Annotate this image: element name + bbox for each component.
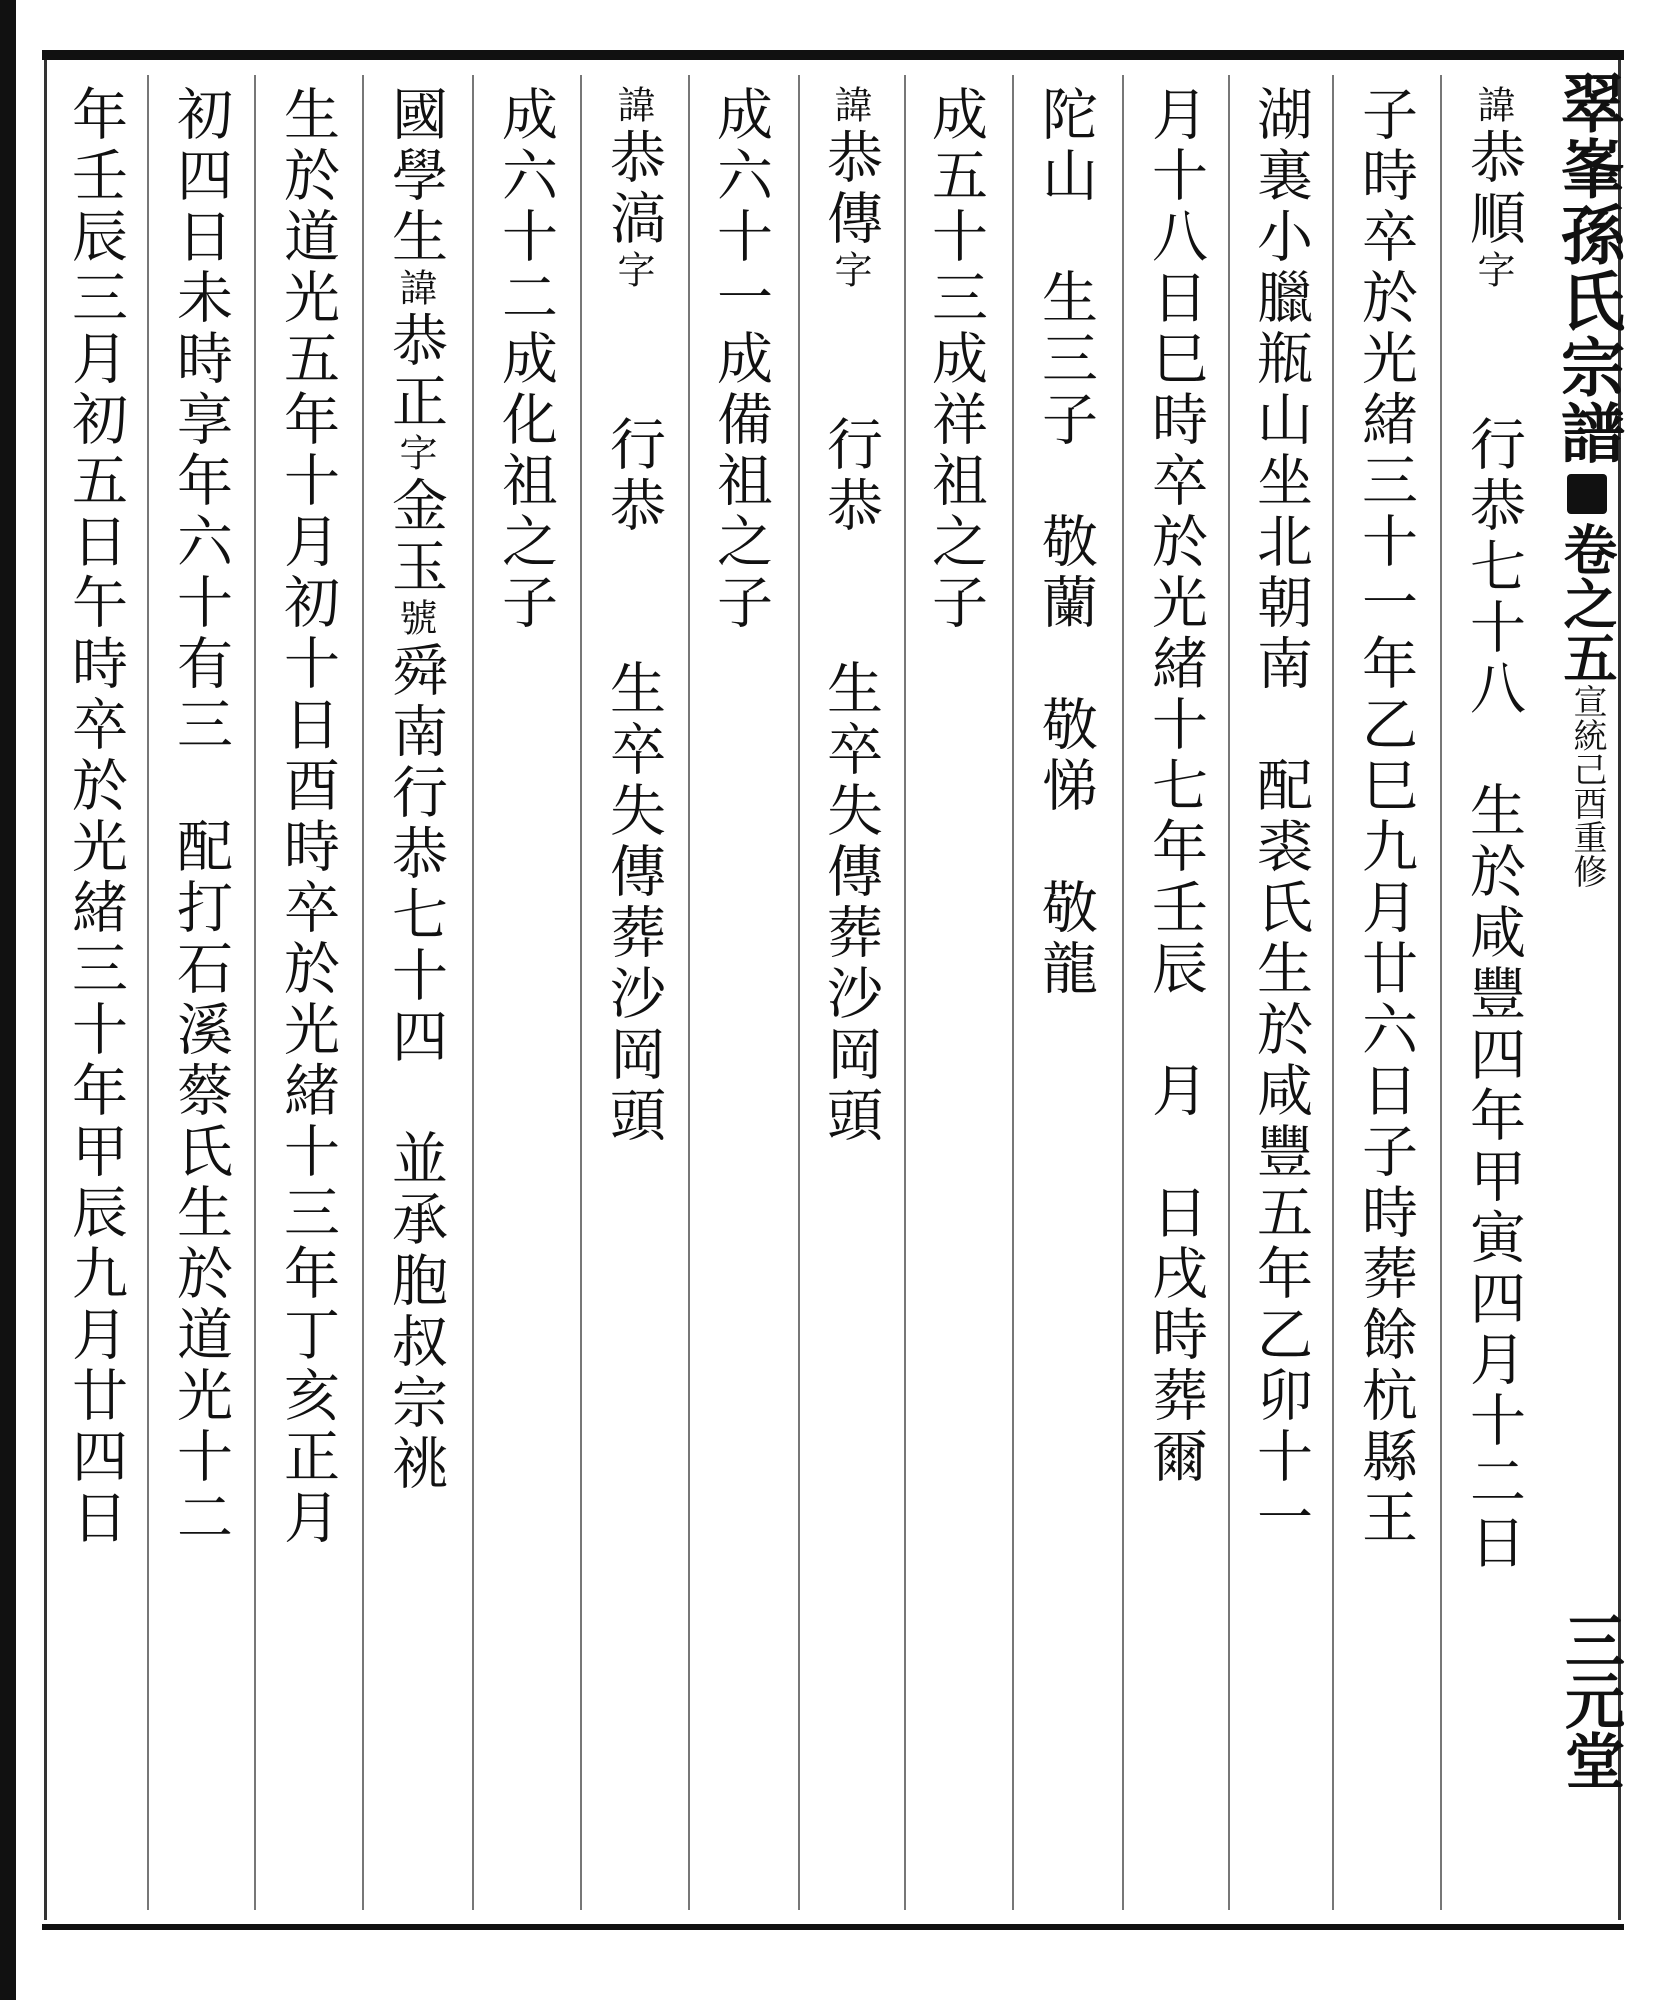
column-text: 恭滈 (601, 128, 666, 250)
column-text: 國學生 (383, 85, 448, 268)
annotation-char: 諱 (828, 85, 872, 128)
annotation-char: 字 (393, 433, 437, 476)
annotation-char: 諱 (1471, 85, 1515, 128)
genealogy-title: 翠峯孫氏宗譜 (1550, 70, 1625, 466)
text-column (1030, 85, 1100, 1910)
column-text: 恭正 (383, 311, 448, 433)
text-column (1140, 85, 1210, 1910)
annotation-char: 諱 (393, 268, 437, 311)
column-divider (254, 75, 256, 1910)
column-text: 成五十三成祥祖之子 (923, 85, 988, 634)
text-column (705, 85, 775, 1910)
column-text: 生於道光五年十月初十日酉時卒於光緒十三年丁亥正月 (275, 85, 340, 1549)
text-column (815, 85, 885, 1910)
column-text: 恭傳 (818, 128, 883, 250)
column-divider (1012, 75, 1014, 1910)
column-divider (147, 75, 149, 1910)
text-column (920, 85, 990, 1910)
column-text: 子時卒於光緒三十一年乙巳九月廿六日子時葬餘杭縣王 (1353, 85, 1418, 1549)
column-divider (688, 75, 690, 1910)
column-text: 成六十一成備祖之子 (708, 85, 773, 634)
column-divider (1228, 75, 1230, 1910)
text-column (165, 85, 235, 1910)
annotation-char: 字 (1471, 250, 1515, 293)
text-column (598, 85, 668, 1910)
column-text: 行恭 生卒失傳葬沙岡頭 (818, 293, 883, 1147)
annotation-char: 字 (611, 250, 655, 293)
column-divider (472, 75, 474, 1910)
column-divider (1122, 75, 1124, 1910)
edition-note: 宣統己酉重修 (1567, 684, 1607, 888)
column-text: 月十八日巳時卒於光緒十七年壬辰 月 日戌時葬爾 (1143, 85, 1208, 1488)
column-divider (904, 75, 906, 1910)
column-divider (580, 75, 582, 1910)
column-text: 行恭七十八 生於咸豐四年甲寅四月十二日 (1461, 293, 1526, 1574)
column-divider (1440, 75, 1442, 1910)
hall-name: 三元堂 (1555, 1610, 1625, 1790)
column-divider (362, 75, 364, 1910)
column-text: 恭順 (1461, 128, 1526, 250)
volume-label: 卷之五 (1555, 522, 1619, 684)
page-edge-shadow (0, 0, 16, 2000)
column-text: 陀山 生三子 敬蘭 敬悌 敬龍 (1033, 85, 1098, 1000)
text-column (490, 85, 560, 1910)
text-column (380, 85, 450, 1910)
column-text: 行恭 生卒失傳葬沙岡頭 (601, 293, 666, 1147)
column-text: 成六十二成化祖之子 (493, 85, 558, 634)
column-text: 湖裏小臘瓶山坐北朝南 配裘氏生於咸豐五年乙卯十一 (1248, 85, 1313, 1549)
frame-left-rule (44, 60, 47, 1920)
text-column (1350, 85, 1420, 1910)
text-column (1458, 85, 1528, 1910)
text-column (272, 85, 342, 1910)
column-divider (1332, 75, 1334, 1910)
column-text: 年壬辰三月初五日午時卒於光緒三十年甲辰九月廿四日 (63, 85, 128, 1549)
annotation-char: 諱 (611, 85, 655, 128)
annotation-char: 字 (828, 250, 872, 293)
column-text: 舜南行恭七十四 並承胞叔宗祧 (383, 641, 448, 1495)
fish-tail-mark-icon (1567, 474, 1607, 514)
column-divider (798, 75, 800, 1910)
text-column (1245, 85, 1315, 1910)
annotation-char: 號 (393, 598, 437, 641)
text-column (60, 85, 130, 1910)
column-text: 金玉 (383, 476, 448, 598)
column-text: 初四日未時享年六十有三 配打石溪蔡氏生於道光十二 (168, 85, 233, 1549)
